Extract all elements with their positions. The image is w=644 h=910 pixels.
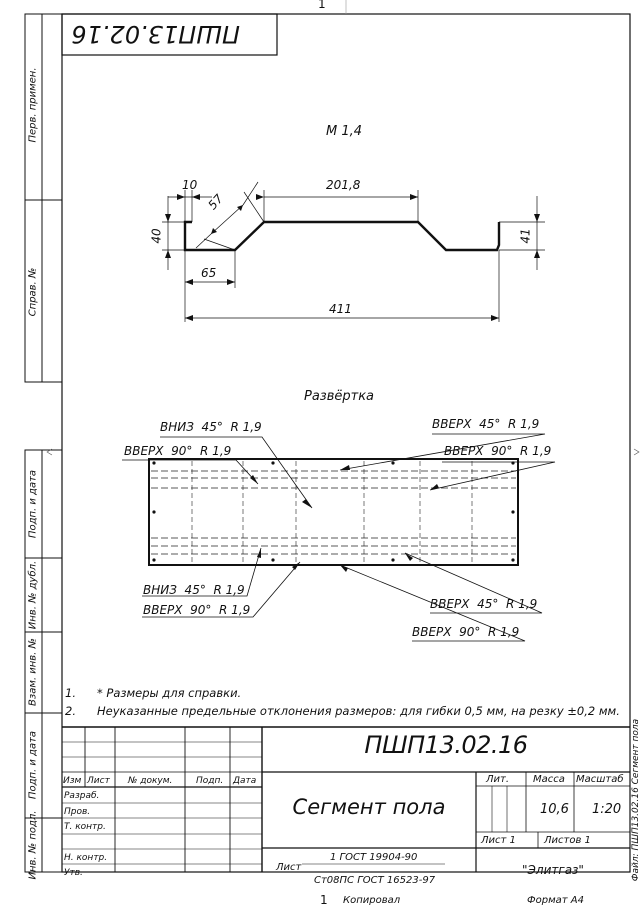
note-1-text: * Размеры для справки. bbox=[97, 686, 242, 700]
mirrored-designation: ПШП13.02.16 bbox=[71, 20, 240, 48]
dim-40: 40 bbox=[149, 228, 164, 244]
callout-top-left-1: ВНИЗ 45° R 1,9 bbox=[160, 420, 262, 434]
dim-41: 41 bbox=[518, 228, 533, 244]
massa-label: Масса bbox=[533, 774, 565, 785]
material-prefix: Лист bbox=[276, 862, 302, 873]
callout-bottom-left-2: ВВЕРХ 90° R 1,9 bbox=[143, 603, 251, 617]
note-1-number: 1. bbox=[65, 686, 76, 700]
dim-65: 65 bbox=[201, 266, 217, 280]
side-label-inv-dubl: Инв. № дубл. bbox=[27, 560, 39, 630]
role-prov: Пров. bbox=[64, 807, 91, 817]
role-razrab: Разраб. bbox=[64, 791, 100, 801]
dim-10: 10 bbox=[182, 178, 198, 192]
dim-411: 411 bbox=[329, 302, 352, 316]
bottom-page-number: 1 bbox=[320, 893, 328, 907]
thickness-label: М 1,4 bbox=[326, 124, 363, 139]
lit-label: Лит. bbox=[486, 774, 510, 785]
callout-top-right-1: ВВЕРХ 45° R 1,9 bbox=[432, 417, 540, 431]
side-label-inv-podl: Инв. № подл. bbox=[27, 810, 39, 880]
development-title: Развёртка bbox=[304, 389, 375, 404]
masshtab-label: Масштаб bbox=[576, 774, 624, 785]
top-page-number: 1 bbox=[318, 0, 326, 11]
material-top: 1 ГОСТ 19904-90 bbox=[330, 852, 418, 863]
company-name: "Элитгаз" bbox=[522, 863, 584, 877]
title-block-designation: ПШП13.02.16 bbox=[364, 731, 528, 759]
side-label-podp-data-1: Подп. и дата bbox=[27, 469, 39, 539]
header-izm: Изм bbox=[63, 776, 82, 786]
file-label: Файл: ПШП13.02.16 Сегмент пола bbox=[631, 718, 641, 882]
callout-top-right-2: ВВЕРХ 90° R 1,9 bbox=[444, 444, 552, 458]
role-n-kontr: Н. контр. bbox=[64, 853, 108, 863]
side-label-podp-data-2: Подп. и дата bbox=[27, 730, 39, 800]
side-label-vzam-inv: Взам. инв. № bbox=[27, 638, 39, 706]
callout-bottom-left-1: ВНИЗ 45° R 1,9 bbox=[143, 583, 245, 597]
side-label-sprav-no: Справ. № bbox=[27, 267, 39, 317]
header-data: Дата bbox=[233, 776, 257, 786]
note-2-number: 2. bbox=[65, 704, 76, 718]
header-podp: Подп. bbox=[196, 776, 224, 786]
dim-57: 57 bbox=[205, 191, 226, 213]
sheets-count-label: Листов 1 bbox=[544, 835, 591, 846]
masshtab-value: 1:20 bbox=[592, 802, 622, 817]
massa-value: 10,6 bbox=[540, 802, 569, 817]
callout-bottom-right-2: ВВЕРХ 90° R 1,9 bbox=[412, 625, 520, 639]
note-2-text: Неуказанные предельные отклонения размеров: для гибки 0,5 мм, на резку ±0,2 мм. bbox=[97, 704, 620, 718]
sheet-label: Лист 1 bbox=[481, 835, 516, 846]
header-dokum: № докум. bbox=[128, 776, 173, 786]
callout-bottom-right-1: ВВЕРХ 45° R 1,9 bbox=[430, 597, 538, 611]
callout-top-left-2: ВВЕРХ 90° R 1,9 bbox=[124, 444, 232, 458]
format-label: Формат А4 bbox=[527, 895, 584, 906]
header-list: Лист bbox=[87, 776, 110, 786]
material-bottom: Ст08ПС ГОСТ 16523-97 bbox=[314, 875, 436, 886]
role-t-kontr: Т. контр. bbox=[64, 822, 106, 832]
dim-201-8: 201,8 bbox=[326, 178, 361, 192]
role-utv: Утв. bbox=[64, 868, 83, 878]
copied-label: Копировал bbox=[343, 895, 401, 906]
title-block-name: Сегмент пола bbox=[292, 795, 446, 819]
side-label-perv-primen: Перв. примен. bbox=[27, 67, 39, 143]
